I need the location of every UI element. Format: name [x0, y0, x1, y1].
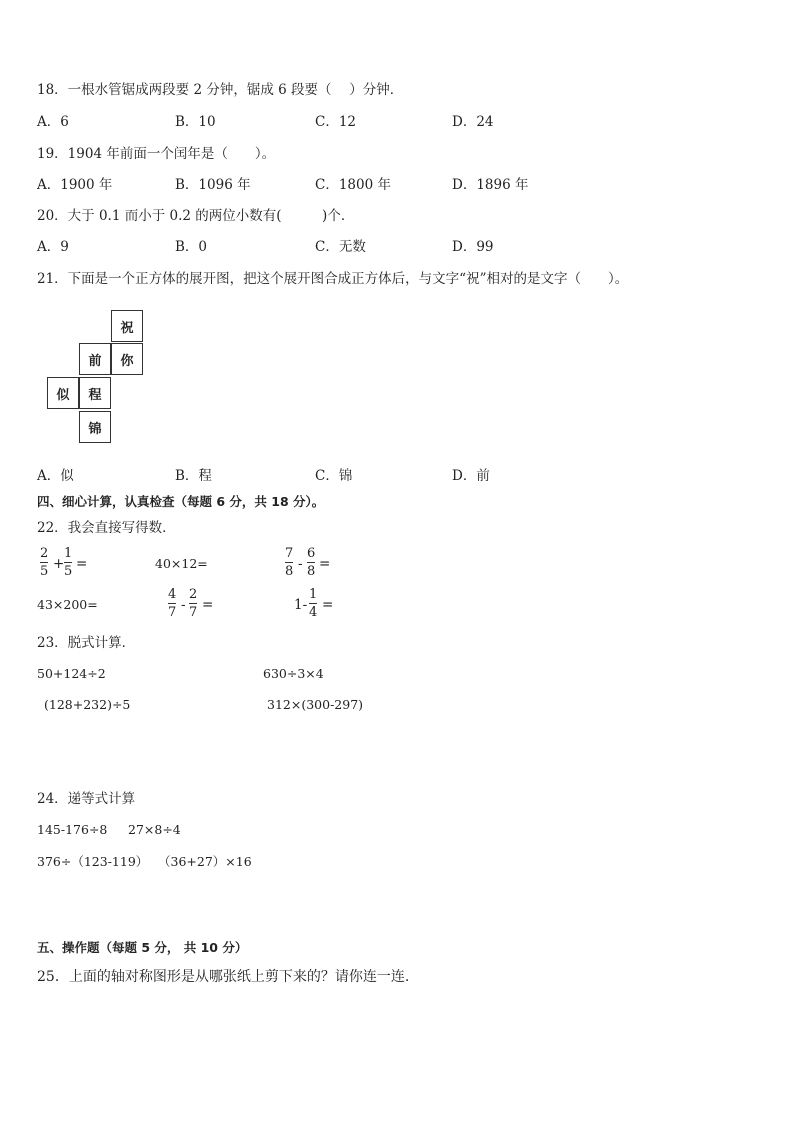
net-cell-si: 似	[47, 377, 79, 409]
equals-sign: =	[76, 556, 88, 572]
equals-sign: =	[319, 556, 331, 572]
question-20-stem: 20．大于 0.1 而小于 0.2 的两位小数有( )个．	[37, 208, 355, 224]
net-cell-qian: 前	[79, 343, 111, 375]
q22-expression-4: 43×200=	[37, 597, 98, 612]
expression-prefix: 1-	[294, 597, 308, 613]
q23-item-1: 50+124÷2	[37, 666, 106, 681]
section-5-title: 五、操作题（每题 5 分， 共 10 分）	[37, 940, 248, 955]
net-cell-zhu: 祝	[111, 310, 143, 342]
net-cell-jin: 锦	[79, 411, 111, 443]
q20-option-a: A．9	[37, 239, 69, 255]
fraction: 1 4	[309, 587, 318, 620]
question-22-stem: 22．我会直接写得数．	[37, 520, 176, 536]
q21-option-a: A．似	[37, 468, 74, 484]
q19-option-b: B．1096 年	[175, 177, 251, 193]
fraction: 4 7	[168, 587, 177, 620]
q21-option-b: B．程	[175, 468, 212, 484]
q19-option-c: C．1800 年	[315, 177, 391, 193]
q21-option-c: C．锦	[315, 468, 353, 484]
fraction: 7 8	[285, 546, 294, 579]
q22-expression-2: 40×12=	[155, 556, 208, 571]
q23-item-4: 312×(300-297)	[267, 697, 364, 712]
q18-option-d: D．24	[452, 114, 494, 130]
q20-option-b: B．0	[175, 239, 208, 255]
operator: -	[298, 556, 303, 572]
question-21-stem: 21．下面是一个正方体的展开图，把这个展开图合成正方体后，与文字“祝”相对的是文字（ ）。	[37, 271, 629, 287]
q18-option-b: B．10	[175, 114, 216, 130]
fraction: 2 7	[189, 587, 198, 620]
question-25-stem: 25．上面的轴对称图形是从哪张纸上剪下来的？请你连一连.	[37, 969, 410, 985]
equals-sign: =	[322, 597, 334, 613]
q24-item-2: 27×8÷4	[128, 822, 181, 837]
q24-item-3: 376÷（123-119）	[37, 854, 149, 869]
equals-sign: =	[202, 597, 214, 613]
q21-option-d: D．前	[452, 468, 490, 484]
q24-item-1: 145-176÷8	[37, 822, 108, 837]
q18-option-a: A．6	[37, 114, 69, 130]
q19-option-a: A．1900 年	[37, 177, 113, 193]
question-24-stem: 24．递等式计算	[37, 791, 136, 807]
q20-option-c: C．无数	[315, 239, 366, 255]
q20-option-d: D．99	[452, 239, 494, 255]
net-cell-cheng: 程	[79, 377, 111, 409]
fraction: 2 5	[40, 546, 49, 579]
fraction: 1 5	[64, 546, 73, 579]
operator: -	[181, 597, 186, 613]
q23-item-2: 630÷3×4	[263, 666, 324, 681]
section-4-title: 四、细心计算，认真检查（每题 6 分，共 18 分）。	[37, 494, 325, 509]
q18-option-c: C．12	[315, 114, 357, 130]
question-19-stem: 19．1904 年前面一个闰年是（ ）。	[37, 146, 276, 162]
net-cell-ni: 你	[111, 343, 143, 375]
q23-item-3: (128+232)÷5	[44, 697, 131, 712]
fraction: 6 8	[307, 546, 316, 579]
q24-item-4: （36+27）×16	[158, 854, 252, 869]
question-18-stem: 18．一根水管锯成两段要 2 分钟，锯成 6 段要（ ）分钟．	[37, 82, 404, 98]
q19-option-d: D．1896 年	[452, 177, 529, 193]
operator: +	[53, 556, 65, 572]
question-23-stem: 23．脱式计算．	[37, 635, 136, 651]
